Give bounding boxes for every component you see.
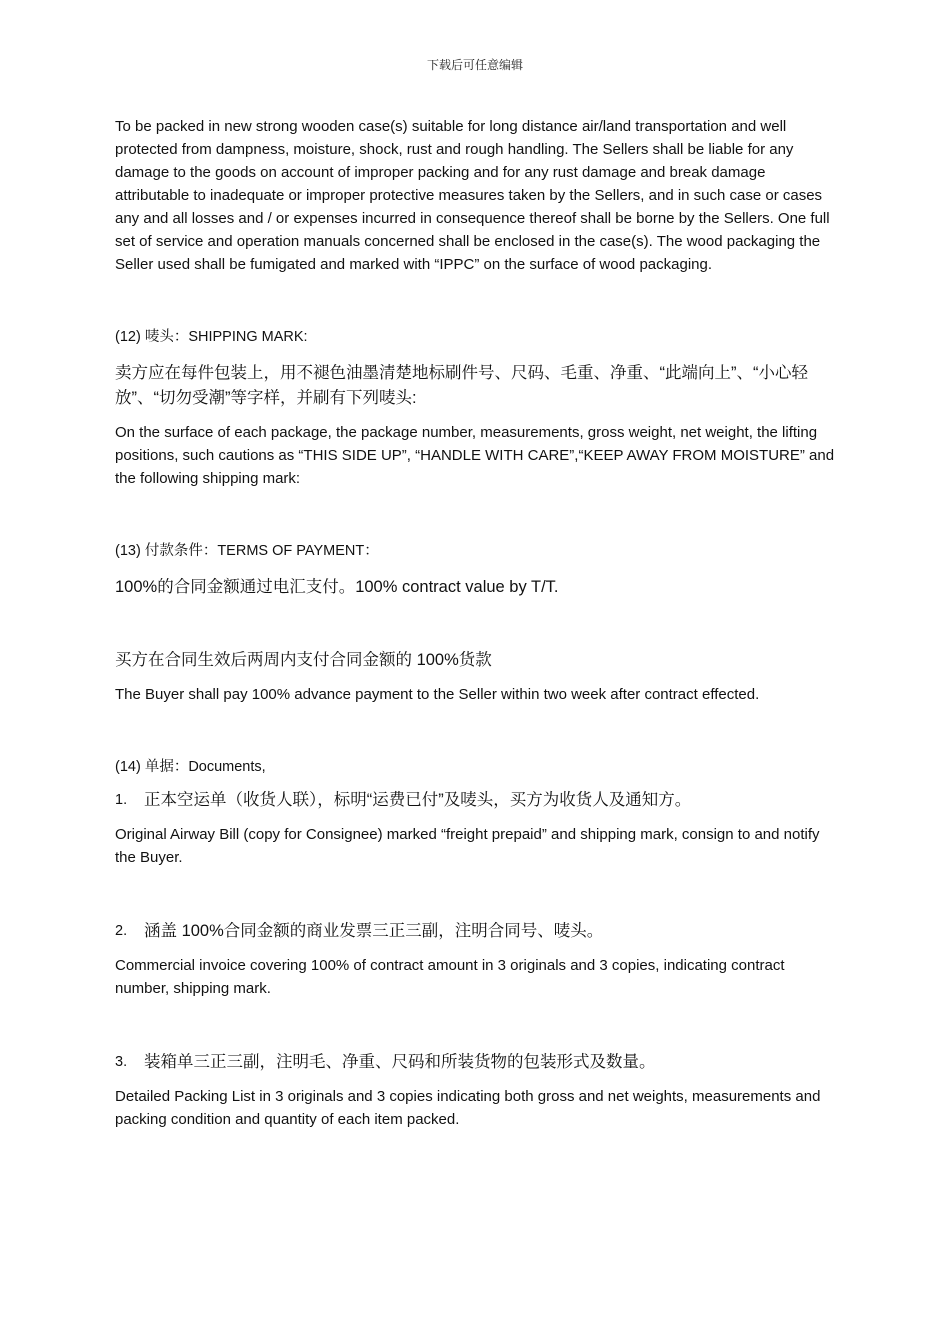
shipping-mark-zh: 卖方应在每件包装上，用不褪色油墨清楚地标刷件号、尺码、毛重、净重、“此端向上”、“小心轻放”、“切勿受潮”等字样，并刷有下列唛头: (115, 364, 808, 407)
document-item-zh: 装箱单三正三副，注明毛、净重、尺码和所装货物的包装形式及数量。 (144, 1053, 656, 1071)
packing-clause: To be packed in new strong wooden case(s) suitable for long distance air/land transportation and well protected from dampness, moisture, shock, rust and rough handling. The Sellers shall be liable for any damage to the goods on account of improper packing and for any rust damage and break damage attributable to inadequate or improper protective measures taken by the Sellers, and in such case or cases any and all losses and / or expenses incurred in consequence thereof shall be borne by the Sellers. One full set of service and operation manuals concerned shall be enclosed in the case(s). The wood packaging the Seller used shall be fumigated and marked with “IPPC” on the surface of wood packaging. (115, 118, 830, 273)
list-number: 2. (115, 923, 128, 939)
document-item-zh: 正本空运单（收货人联），标明“运费已付”及唛头，买方为收货人及通知方。 (144, 791, 692, 809)
shipping-mark-en: On the surface of each package, the package number, measurements, gross weight, net weight, the lifting positions, such cautions as “THIS SIDE UP”, “HANDLE WITH CARE”,“KEEP AWAY FROM MOISTURE” and the following shipping mark: (115, 424, 835, 487)
document-item-en: Original Airway Bill (copy for Consignee) marked “freight prepaid” and shipping mark, consign to and notify the Buyer. (115, 826, 820, 866)
document-item-en: Detailed Packing List in 3 originals and 3 copies indicating both gross and net weights, measurements and packing condition and quantity of each item packed. (115, 1088, 821, 1128)
list-number: 3. (115, 1054, 128, 1070)
document-item-3 (115, 1050, 837, 1075)
page-header: 下载后可任意编辑 (426, 58, 523, 72)
list-number: 1. (115, 792, 128, 808)
document-item-zh: 涵盖 100%合同金额的商业发票三正三副，注明合同号、唛头。 (144, 922, 604, 940)
payment-advance-en: The Buyer shall pay 100% advance payment to the Seller within two week after contract effected. (115, 686, 760, 703)
document-body (115, 115, 837, 1131)
document-item-en: Commercial invoice covering 100% of contract amount in 3 originals and 3 copies, indicating contract number, shipping mark. (115, 957, 785, 997)
documents-heading: (14) 单据：Documents, (115, 759, 266, 775)
payment-advance-zh: 买方在合同生效后两周内支付合同金额的 100%货款 (115, 651, 492, 669)
shipping-mark-heading: (12) 唛头：SHIPPING MARK: (115, 329, 308, 345)
payment-heading: (13) 付款条件：TERMS OF PAYMENT： (115, 543, 379, 559)
document-item-2 (115, 919, 837, 944)
document-item-1 (115, 788, 837, 813)
payment-line: 100%的合同金额通过电汇支付。100% contract value by T/T. (115, 578, 559, 596)
